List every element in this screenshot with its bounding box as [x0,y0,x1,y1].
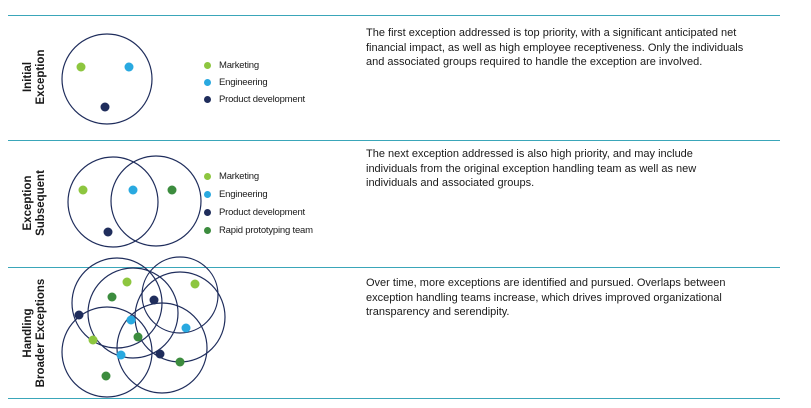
rapid-prototyping-dot [102,372,111,381]
row-label-line: Initial [22,61,34,93]
marketing-dot-icon [204,173,211,180]
legend-label: Marketing [219,170,259,182]
legend-subsequent [204,167,313,239]
legend-label: Rapid prototyping team [219,224,313,236]
team-circle [62,307,152,397]
legend-label: Engineering [219,77,268,88]
product-development-dot [75,311,84,320]
engineering-dot [125,63,134,72]
rapid-prototyping-dot [176,358,185,367]
row-label-line: Subsequent [35,170,47,236]
product-development-dot-icon [204,209,211,216]
engineering-dot [117,351,126,360]
engineering-dot [129,186,138,195]
legend-label: Engineering [219,188,268,200]
legend-item-product-development [204,203,313,221]
row-label-line: Exception [35,49,47,105]
row-label-line: Exception [22,175,34,231]
legend-item-marketing [204,56,305,74]
description-broader: Over time, more exceptions are identified and pursued. Overlaps between exception handling teams increase, which drives improved organizational transparency and serendipity. [366,277,726,318]
product-development-dot [150,296,159,305]
team-circle [68,157,158,247]
legend-item-product-development [204,91,305,108]
team-circle [111,156,201,246]
marketing-dot [79,186,88,195]
rapid-prototyping-dot [108,293,117,302]
engineering-dot-icon [204,191,211,198]
marketing-dot-icon [204,62,211,69]
marketing-dot [77,63,86,72]
legend-label: Marketing [219,59,259,71]
legend-label: Product development [219,206,305,218]
team-circle [142,257,218,333]
product-development-dot-icon [204,96,211,103]
engineering-dot [127,316,136,325]
legend-label: Product development [219,94,305,105]
description-initial: The first exception addressed is top priority, with a significant anticipated net financial impact, as well as high employee receptiveness. Only the individuals and associated groups required to handle the exception are involved. [366,27,744,68]
engineering-dot [182,324,191,333]
rapid-prototyping-dot [134,333,143,342]
marketing-dot [191,280,200,289]
product-development-dot [101,103,110,112]
legend-item-marketing [204,167,313,185]
legend-item-engineering [204,185,313,203]
product-development-dot [156,350,165,359]
row-label-line: Handling [22,308,34,358]
circles-layer [62,34,225,397]
marketing-dot [123,278,132,287]
rapid-prototyping-dot [168,186,177,195]
marketing-dot [89,336,98,345]
legend-initial [204,56,305,108]
legend-item-rapid-prototyping [204,221,313,239]
description-subsequent: The next exception addressed is also high priority, and may include individuals from the original exception handling team as well as new individuals and associated groups. [366,148,697,189]
legend-item-engineering [204,74,305,91]
product-development-dot [104,228,113,237]
rapid-prototyping-dot-icon [204,227,211,234]
engineering-dot-icon [204,79,211,86]
row-label-line: Broader Exceptions [35,278,47,388]
